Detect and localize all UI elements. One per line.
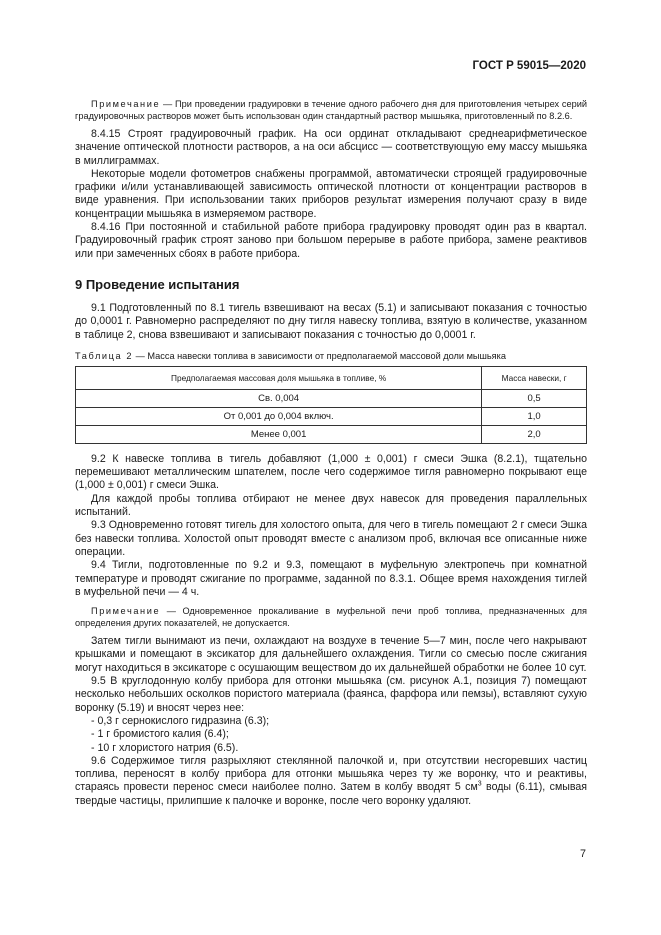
paragraph-9-6-part2: воды (6.11), смывая твердые частицы, прилипшие к палочке и воронке, после чего воронку удаляют. <box>75 781 587 807</box>
paragraph-9-1: 9.1 Подготовленный по 8.1 тигель взвешивают на весах (5.1) и записывают показания с точностью до 0,0001 г. Равномерно распределяют по дну тигля навеску топлива, взятую в количестве, указанном в таблице 2, снова взвешивают и записывают показания с точностью до 0,0001 г. <box>75 301 587 341</box>
table-header-cell: Масса навески, г <box>482 366 587 389</box>
note-label: Примечание <box>91 606 161 617</box>
superscript: 3 <box>477 780 482 788</box>
paragraph-cooling: Затем тигли вынимают из печи, охлаждают на воздухе в течение 5—7 мин, после чего накрывают крышками и помещают в эксикатор для дальнейшего охлаждения. Тигли со смесью после сжигания могут находиться в эксикаторе с осушающим веществом до их дальнейшей обработки не более 10 сут. <box>75 635 587 674</box>
paragraph-9-5: 9.5 В круглодонную колбу прибора для отгонки мышьяка (см. рисунок А.1, позиция 7) помещают несколько небольших осколков пористого материала (фаянса, фарфора или пемзы), вставляют сухую воронку (5.19) и вносят через нее: <box>75 675 587 714</box>
paragraph-8-4-16: 8.4.16 При постоянной и стабильной работе прибора градуировку проводят один раз в квартал. Градуировочный график строят заново при большом перерыве в работе прибора, замене реактивов или при замеченных сбоях в работе прибора. <box>75 221 587 260</box>
table-row <box>76 389 587 407</box>
paragraph-models: Некоторые модели фотометров снабжены программой, автоматически строящей градуировочные графики и/или устанавливающей зависимость оптической плотности от концентрации растворов в виде уравнения. При использовании таких приборов результат измерения получают сразу в виде концентрации мышьяка в измеряемом растворе. <box>75 167 587 220</box>
paragraph-9-6 <box>75 755 587 808</box>
paragraph-9-2: 9.2 К навеске топлива в тигель добавляют (1,000 ± 0,001) г смеси Эшка (8.2.1), тщательно перемешивают металлическим шпателем, после чего содержимое тигля равномерно покрывают еще (1,000 ± 0,001) г смеси Эшка. <box>75 452 587 492</box>
paragraph-9-6-part1: 9.6 Содержимое тигля разрыхляют стеклянной палочкой и, при отсутствии несгоревших частиц топлива, переносят в колбу прибора для отгонки мышьяка через ту же воронку, что и реактивы, стараясь провести перенос смеси наиболее полно. Затем в колбу вводят 5 см <box>75 754 587 794</box>
list-item: - 1 г бромистого калия (6.4); <box>91 728 229 741</box>
document-id: ГОСТ Р 59015—2020 <box>472 60 586 72</box>
page-number: 7 <box>579 848 586 860</box>
table-cell: Св. 0,004 <box>76 389 482 407</box>
section-heading: 9 Проведение испытания <box>75 276 240 292</box>
table-cell: 0,5 <box>482 389 587 407</box>
table-row <box>76 407 587 425</box>
table-cell: Менее 0,001 <box>76 425 482 443</box>
mass-table <box>75 366 587 444</box>
table-header-row <box>76 366 587 389</box>
table-cell: 1,0 <box>482 407 587 425</box>
table-row <box>76 425 587 443</box>
paragraph-9-4: 9.4 Тигли, подготовленные по 9.2 и 9.3, помещают в муфельную электропечь при комнатной температуре и проводят сжигание по программе, заданной по 8.3.1. Общее время нахождения тиглей в муфельной печи — 4 ч. <box>75 559 587 598</box>
paragraph-9-3: 9.3 Одновременно готовят тигель для холостого опыта, для чего в тигель помещают 2 г смеси Эшка без навески топлива. Холостой опыт проводят вместе с анализом проб, включая все описанные ниже операции. <box>75 519 587 558</box>
table-cell: От 0,001 до 0,004 включ. <box>76 407 482 425</box>
note-text: — Одновременное прокаливание в муфельной печи проб топлива, предназначенных для определения других показателей, не допускается. <box>75 606 587 629</box>
table-header-cell: Предполагаемая массовая доля мышьяка в топливе, % <box>76 366 482 389</box>
table-caption-text: — Масса навески топлива в зависимости от предполагаемой массовой доли мышьяка <box>133 350 506 361</box>
list-item: - 0,3 г сернокислого гидразина (6.3); <box>91 714 270 727</box>
page-content <box>75 98 587 808</box>
table-caption-label: Таблица 2 <box>75 350 134 361</box>
table-cell: 2,0 <box>482 425 587 443</box>
note-paragraph <box>75 605 587 629</box>
list-item: - 10 г хлористого натрия (6.5). <box>91 741 239 754</box>
note-text: — При проведении градуировки в течение одного рабочего дня для приготовления четырех серий градуировочных растворов может быть использован один стандартный раствор мышьяка, приготовленный по 8.2.6. <box>75 99 587 121</box>
paragraph-parallel: Для каждой пробы топлива отбирают не менее двух навесок для проведения параллельных испытаний. <box>75 492 587 519</box>
note-paragraph <box>75 98 587 122</box>
note-label: Примечание <box>91 99 161 109</box>
table-caption <box>75 350 587 362</box>
paragraph-8-4-15: 8.4.15 Строят градуировочный график. На оси ординат откладывают среднеарифметическое значение оптической плотности растворов, а на оси абсцисс — соответствующую ему массу мышьяка в миллиграммах. <box>75 128 587 167</box>
